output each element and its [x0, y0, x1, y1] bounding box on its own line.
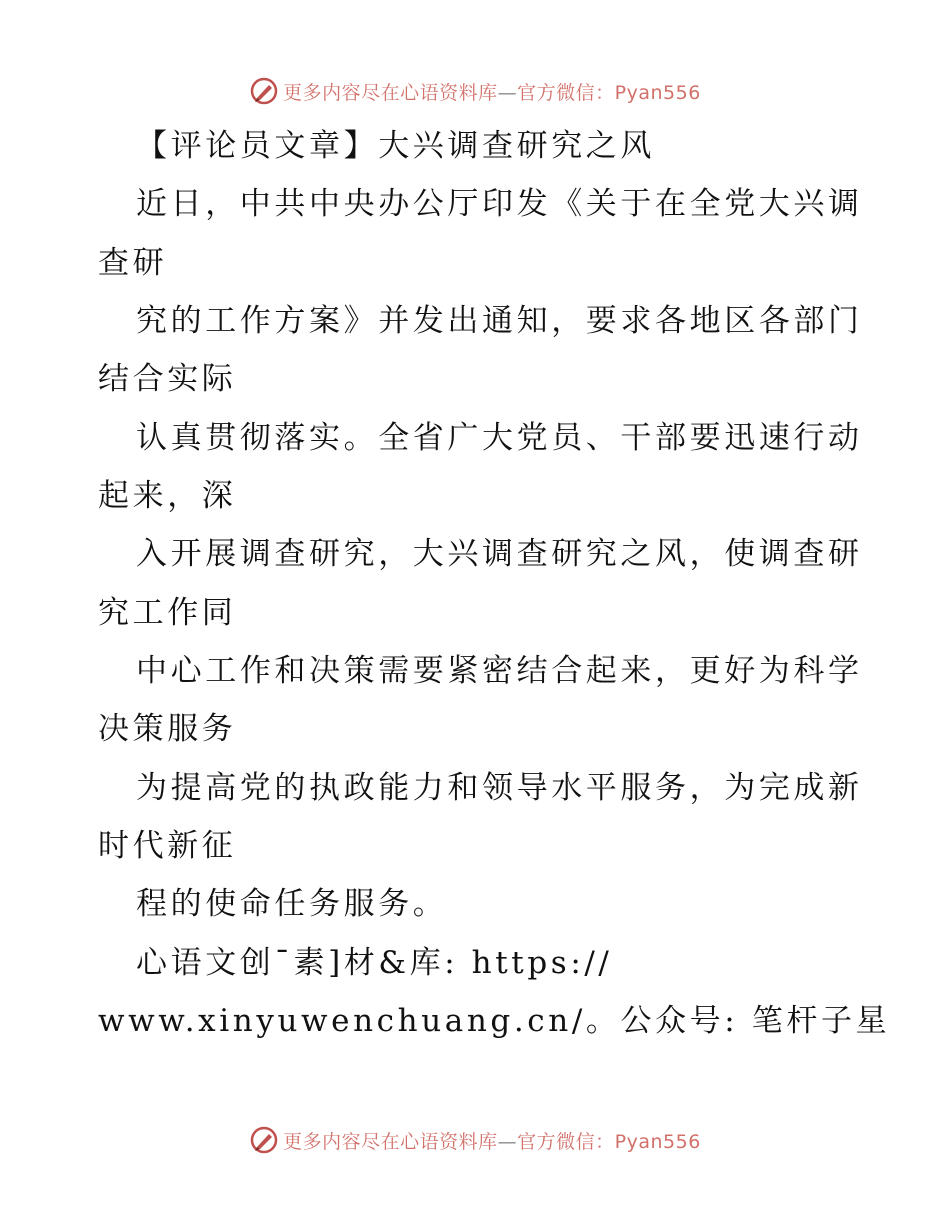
paragraph-line: 决策服务: [98, 711, 237, 747]
footer-watermark: [0, 1123, 950, 1157]
pen-logo-icon: [249, 76, 279, 106]
source-line: 心语文创¯素]材&库: https://: [136, 945, 613, 981]
paragraph-line: 为提高党的执政能力和领导水平服务，为完成新: [136, 770, 863, 806]
paragraph-line: 入开展调查研究，大兴调查研究之风，使调查研: [136, 536, 863, 572]
paragraph-line: 认真贯彻落实。全省广大党员、干部要迅速行动: [136, 420, 863, 456]
paragraph-line: 时代新征: [98, 828, 237, 864]
paragraph-line: 究的工作方案》并发出通知，要求各地区各部门: [136, 303, 863, 339]
pen-logo-icon: [249, 1125, 279, 1155]
article-title: 【评论员文章】大兴调查研究之风: [136, 128, 655, 164]
paragraph-line: 查研: [98, 245, 168, 281]
paragraph-line: 近日，中共中央办公厅印发《关于在全党大兴调: [136, 186, 863, 222]
watermark-text: 更多内容尽在心语资料库—官方微信：Pyan556: [283, 81, 701, 104]
paragraph-line: 中心工作和决策需要紧密结合起来，更好为科学: [136, 653, 863, 689]
paragraph-line: 起来，深: [98, 478, 237, 514]
paragraph-line: 程的使命任务服务。: [136, 886, 448, 922]
paragraph-line: 结合实际: [98, 361, 237, 397]
header-watermark: [0, 74, 950, 108]
paragraph-line: 究工作同: [98, 595, 237, 631]
source-url-line: www.xinyuwenchuang.cn/。公众号: 笔杆子星: [98, 1003, 891, 1039]
watermark-text: 更多内容尽在心语资料库—官方微信：Pyan556: [283, 1130, 701, 1153]
